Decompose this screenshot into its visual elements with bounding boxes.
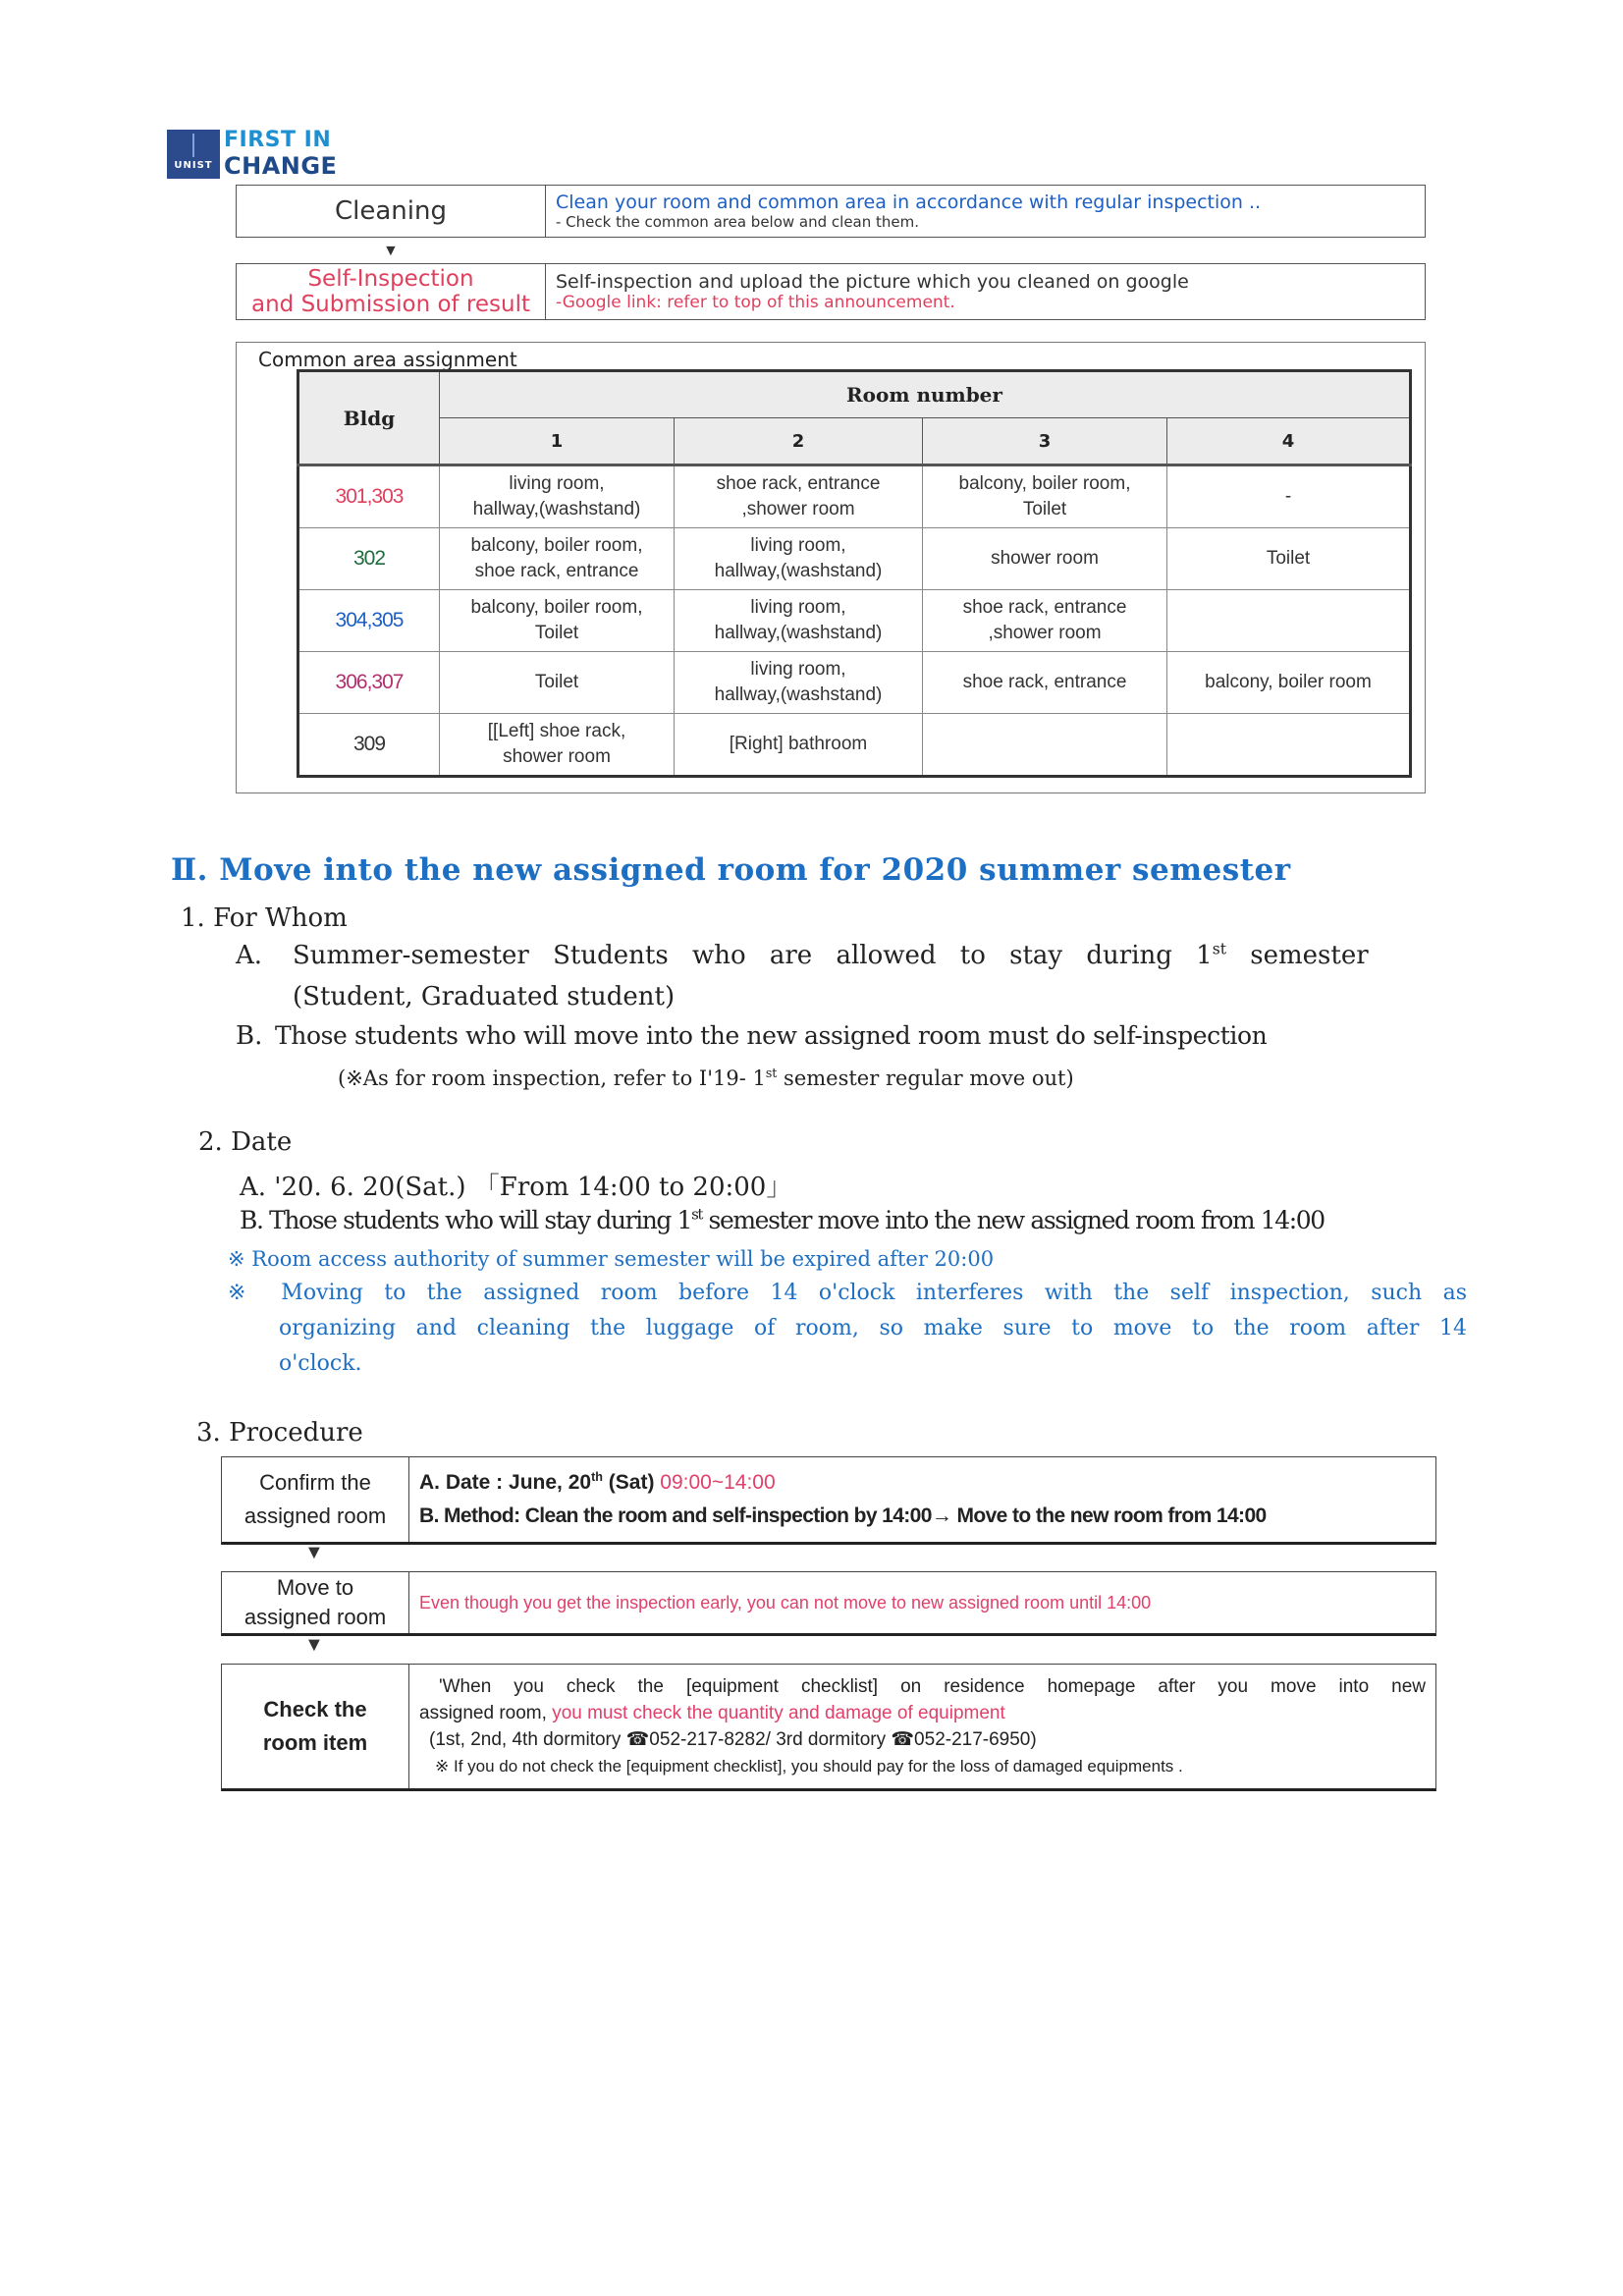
proc1-label-1: Confirm the xyxy=(259,1470,371,1495)
proc3-label-1: Check the xyxy=(263,1697,367,1722)
bldg-cell: 304,305 xyxy=(298,590,440,652)
room-cell xyxy=(923,590,1167,652)
proc1-date xyxy=(419,1466,1435,1500)
room-cell-line: living room, xyxy=(509,473,605,494)
date-note2-line2: organizing and cleaning the luggage of room, so make sure to move to the room after 14 xyxy=(279,1316,1467,1340)
proc3-line2b: you must check the quantity and damage of equipment xyxy=(552,1703,1005,1723)
for-whom-b-note2: semester regular move out) xyxy=(777,1066,1074,1090)
room-cell xyxy=(923,528,1167,590)
common-area-title: Common area assignment xyxy=(258,348,517,371)
room-cell xyxy=(1167,528,1411,590)
date-b-sup: st xyxy=(691,1205,702,1224)
for-whom-b-note1: (※As for room inspection, refer to Ⅰ'19- 1 xyxy=(338,1066,766,1090)
step-self-label-1: Self-Inspection xyxy=(307,266,474,292)
proc1-date-text: A. Date : June, 20 xyxy=(419,1471,592,1494)
room-cell xyxy=(675,528,923,590)
room-cell xyxy=(675,652,923,714)
for-whom-b: Those students who will move into the new assigned room must do self-inspection xyxy=(275,1021,1268,1050)
header-bldg: Bldg xyxy=(298,371,440,465)
for-whom-a-line2: (Student, Graduated student) xyxy=(293,982,676,1011)
procedure-check xyxy=(221,1664,1436,1791)
down-arrow-icon: ▼ xyxy=(304,1542,324,1563)
for-whom-heading: 1. For Whom xyxy=(181,903,348,933)
table-row xyxy=(298,528,1411,590)
room-cell-line: Toilet xyxy=(1266,548,1311,569)
room-cell-line: hallway,(washstand) xyxy=(714,684,883,705)
procedure-confirm xyxy=(221,1456,1436,1545)
proc3-line2a: assigned room, xyxy=(419,1703,553,1723)
proc3-phone: (1st, 2nd, 4th dormitory ☎052-217-8282/ 3rd dormitory ☎052-217-6950) xyxy=(429,1729,1037,1750)
header-room-4: 4 xyxy=(1167,418,1411,465)
date-note2-line3: o'clock. xyxy=(279,1351,362,1376)
date-heading: 2. Date xyxy=(198,1127,293,1157)
room-cell-line: ,shower room xyxy=(741,499,855,519)
room-cell xyxy=(675,714,923,777)
date-b-text1: B. Those students who will stay during 1 xyxy=(240,1206,692,1234)
for-whom-b-note xyxy=(338,1066,1074,1090)
bldg-cell: 306,307 xyxy=(298,652,440,714)
slogan-line2: CHANGE xyxy=(224,152,338,180)
table-row xyxy=(298,590,1411,652)
room-cell-line: balcony, boiler room, xyxy=(470,597,643,618)
for-whom-a-text1: Summer-semester Students who are allowed to stay during 1 xyxy=(293,941,1213,970)
room-cell-line: shower room xyxy=(503,746,611,767)
room-cell xyxy=(675,465,923,528)
room-cell-line: shower room xyxy=(991,548,1099,569)
room-cell xyxy=(923,652,1167,714)
table-row xyxy=(298,652,1411,714)
room-cell-line: living room, xyxy=(750,535,846,556)
slogan-line1: FIRST IN xyxy=(224,128,332,152)
step-cleaning xyxy=(236,185,1426,238)
date-b xyxy=(240,1206,1325,1234)
room-cell-line: shoe rack, entrance xyxy=(716,473,881,494)
room-cell-line: Toilet xyxy=(534,623,579,643)
header-room-number: Room number xyxy=(440,371,1411,418)
proc3-warning: ※ If you do not check the [equipment checklist], you should pay for the loss of damaged equipments . xyxy=(435,1757,1183,1776)
room-cell-line: balcony, boiler room xyxy=(1205,672,1372,692)
down-arrow-icon: ▼ xyxy=(383,243,399,259)
room-cell xyxy=(440,528,675,590)
proc2-text: Even though you get the inspection early, you can not move to new assigned room until 14:00 xyxy=(419,1592,1152,1613)
room-cell-line: shoe rack, entrance xyxy=(474,561,639,581)
room-cell-line: living room, xyxy=(750,597,846,618)
step-cleaning-label: Cleaning xyxy=(237,186,546,237)
step-self-label-2: and Submission of result xyxy=(250,292,531,317)
proc1-date-text2: (Sat) xyxy=(602,1471,661,1494)
room-cell-line: Toilet xyxy=(1022,499,1067,519)
bldg-cell: 301,303 xyxy=(298,465,440,528)
header-room-3: 3 xyxy=(923,418,1167,465)
date-a: A. '20. 6. 20(Sat.) 「From 14:00 to 20:00」 xyxy=(240,1173,792,1202)
procedure-move xyxy=(221,1571,1436,1636)
procedure-heading: 3. Procedure xyxy=(196,1418,363,1448)
room-cell xyxy=(1167,652,1411,714)
proc2-label-2: assigned room xyxy=(243,1605,387,1629)
proc1-date-time: 09:00~14:00 xyxy=(660,1471,776,1494)
room-cell xyxy=(675,590,923,652)
proc2-label-1: Move to xyxy=(276,1575,354,1600)
room-cell xyxy=(440,652,675,714)
header-room-1: 1 xyxy=(440,418,675,465)
date-note1: ※ Room access authority of summer semester will be expired after 20:00 xyxy=(228,1247,995,1271)
proc3-label-2: room item xyxy=(262,1730,368,1755)
room-cell-line: [Right] bathroom xyxy=(729,734,868,754)
room-cell-line: hallway,(washstand) xyxy=(472,499,641,519)
room-cell xyxy=(440,714,675,777)
room-cell-line: Toilet xyxy=(534,672,579,692)
proc1-date-sup: th xyxy=(591,1470,603,1484)
room-cell-line: balcony, boiler room, xyxy=(958,473,1131,494)
room-cell xyxy=(1167,714,1411,777)
for-whom-a-text2: semester xyxy=(1226,941,1369,970)
room-cell-line: shoe rack, entrance xyxy=(962,597,1127,618)
unist-logo xyxy=(167,130,220,179)
step-self-line2: -Google link: refer to top of this announcement. xyxy=(556,293,955,312)
room-cell xyxy=(440,590,675,652)
room-cell-line: hallway,(washstand) xyxy=(714,623,883,643)
bldg-cell: 302 xyxy=(298,528,440,590)
for-whom-a xyxy=(293,941,1471,970)
table-row xyxy=(298,714,1411,777)
room-cell-line: ,shower room xyxy=(988,623,1102,643)
room-cell-line: shoe rack, entrance xyxy=(962,672,1127,692)
proc3-line2 xyxy=(419,1700,1426,1726)
step-self-line1: Self-inspection and upload the picture which you cleaned on google xyxy=(556,271,1189,293)
room-cell xyxy=(923,465,1167,528)
room-cell-line: balcony, boiler room, xyxy=(470,535,643,556)
room-cell xyxy=(923,714,1167,777)
step-self-inspection xyxy=(236,263,1426,320)
room-cell-line: [[Left] shoe rack, xyxy=(487,721,626,741)
header-room-2: 2 xyxy=(675,418,923,465)
bldg-cell: 309 xyxy=(298,714,440,777)
room-cell xyxy=(1167,465,1411,528)
date-note2-line1: ※ Moving to the assigned room before 14 o'clock interferes with the self inspection, such as xyxy=(228,1281,1467,1305)
step-cleaning-line2: - Check the common area below and clean them. xyxy=(556,213,920,231)
date-b-text2: semester move into the new assigned room from 14:00 xyxy=(702,1206,1325,1234)
for-whom-b-prefix: B. xyxy=(236,1021,263,1051)
room-cell xyxy=(1167,590,1411,652)
proc1-label-2: assigned room xyxy=(243,1503,387,1528)
room-cell-line: - xyxy=(1284,486,1292,507)
proc3-line1: 'When you check the [equipment checklist] on residence homepage after you move into new xyxy=(439,1676,1426,1697)
room-cell-line: hallway,(washstand) xyxy=(714,561,883,581)
logo-bar xyxy=(192,134,194,157)
proc1-method: B. Method: Clean the room and self-inspection by 14:00→ Move to the new room from 14:00 xyxy=(419,1504,1267,1527)
for-whom-a-prefix: A. xyxy=(236,941,263,970)
section2-title: Ⅱ. Move into the new assigned room for 2020 summer semester xyxy=(171,852,1291,888)
for-whom-a-sup: st xyxy=(1212,940,1226,958)
logo-text: UNIST xyxy=(174,160,213,171)
room-cell-line: living room, xyxy=(750,659,846,680)
down-arrow-icon: ▼ xyxy=(304,1634,324,1656)
common-area-table xyxy=(297,369,1412,778)
for-whom-b-note-sup: st xyxy=(765,1066,778,1080)
table-row xyxy=(298,465,1411,528)
room-cell xyxy=(440,465,675,528)
step-cleaning-line1: Clean your room and common area in accordance with regular inspection .. xyxy=(556,191,1262,213)
